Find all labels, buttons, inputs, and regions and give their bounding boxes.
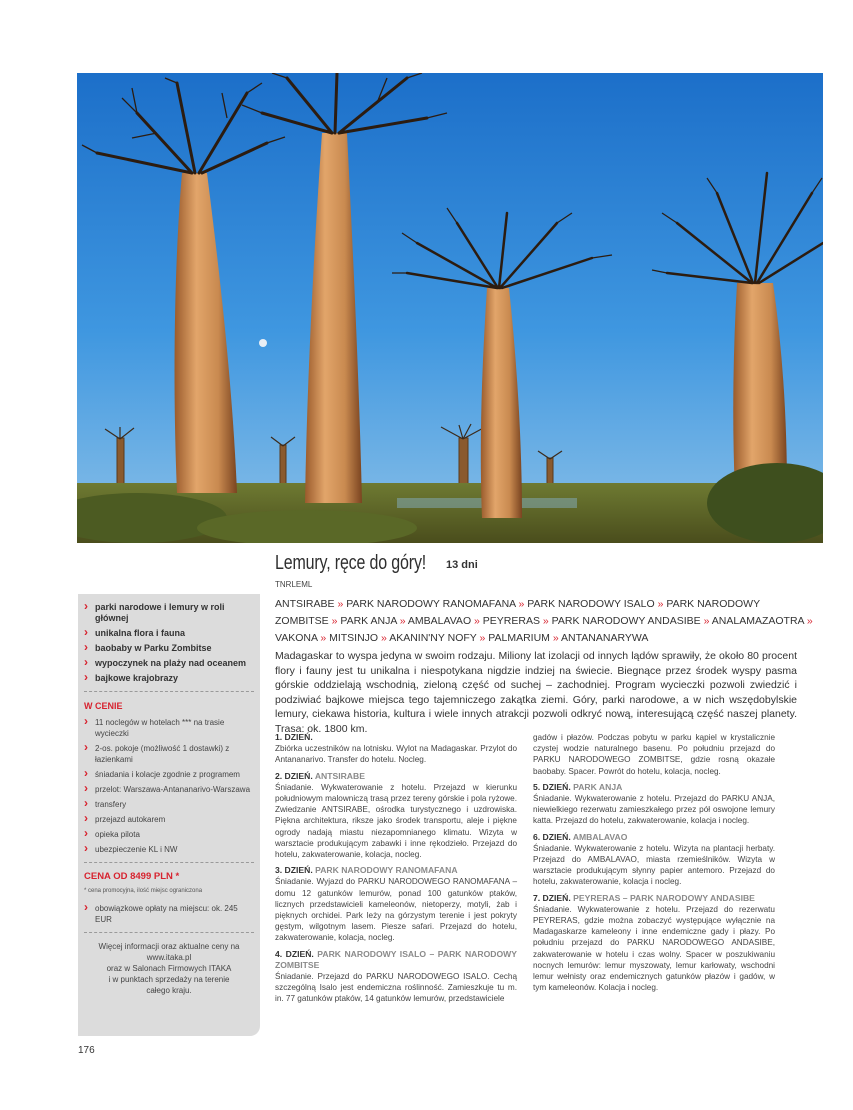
day-heading	[533, 893, 775, 904]
route-separator: »	[381, 632, 387, 644]
route-separator: »	[331, 615, 338, 627]
route-separator: »	[320, 632, 327, 644]
day-text: Zbiórka uczestników na lotnisku. Wylot na Madagaskar. Przylot do Antananarivo. Transfer do hotelu. Nocleg.	[275, 744, 517, 765]
day-text: Śniadanie. Wykwaterowanie z hotelu. Wizyta na plantacji herbaty. Przejazd do AMBALAVAO, miasta rzemieślników. Wizyta w warsztacie produkującym słynny papier antemoro. Przejazd do hotelu, zakwaterowanie, kolacja i nocleg.	[533, 843, 775, 887]
more-info-line: oraz w Salonach Firmowych ITAKA	[106, 964, 232, 973]
day-block	[533, 832, 775, 888]
day-place: PEYRERAS – PARK NARODOWY ANDASIBE	[573, 892, 755, 903]
route-separator: »	[552, 632, 559, 644]
route-stop: PARK ANJA	[340, 615, 397, 627]
trip-title: Lemury, ręce do góry!	[275, 552, 427, 574]
day-block	[275, 949, 517, 1005]
highlight-item: › wypoczynek na plaży nad oceanem	[84, 658, 254, 669]
route-stop: ANTSIRABE	[275, 598, 335, 610]
day-label: 5. DZIEŃ.	[533, 781, 571, 792]
route-separator: »	[657, 598, 664, 610]
route-separator: »	[479, 632, 486, 644]
extra-fees-list	[84, 903, 254, 925]
sidebar-info-box	[78, 594, 260, 1036]
highlight-item: › bajkowe krajobrazy	[84, 673, 254, 684]
trip-duration: 13 dni	[446, 559, 478, 571]
divider	[84, 691, 254, 692]
trip-code: TNRLEML	[275, 580, 313, 589]
route-stop: PARK NARODOWY ANDASIBE	[551, 615, 701, 627]
day-block	[275, 865, 517, 943]
day-text: Śniadanie. Wykwaterowanie z hotelu. Przejazd do PARKU ANJA, niewielkiego rezerwatu zamieszkałego przez pół oswojone lemury katta. Przejazd do hotelu, zakwaterowanie, kolacja i nocleg.	[533, 794, 775, 826]
divider	[84, 932, 254, 933]
day-label: 2. DZIEŃ.	[275, 770, 313, 781]
day-block	[533, 782, 775, 827]
day-label: 4. DZIEŃ.	[275, 948, 314, 959]
highlight-item: › unikalna flora i fauna	[84, 628, 254, 639]
day-text: Śniadanie. Wyjazd do PARKU NARODOWEGO RANOMAFANA – domu 12 gatunków lemurów, ponad 100 gatunków ptaków, licznych przedstawicieli kameleonów, nietoperzy, motyli, żab i pięknych orchidei. Park leży na górzystym terenie i jest pokryty gęstym, wilgotnym lasem. Piesze safari. Przejazd do hotelu, zakwaterowanie, kolacja, nocleg.	[275, 877, 517, 943]
day-label: 6. DZIEŃ.	[533, 831, 571, 842]
trip-title-row	[275, 552, 478, 575]
included-item: › przejazd autokarem	[84, 814, 254, 825]
included-item: › przelot: Warszawa-Antananarivo-Warszawa	[84, 784, 254, 795]
route-separator: »	[518, 598, 525, 610]
more-info-line: Więcej informacji oraz aktualne ceny na	[98, 942, 240, 951]
day-text: gadów i płazów. Podczas pobytu w parku kąpiel w krystalicznie czystej wodzie naturalnego basenu. Po południu przejazd do PARKU NARODOWEGO ZOMBITSE, gdzie rosną okazałe baobaby. Spacer. Powrót do hotelu, kolacja, nocleg.	[533, 733, 775, 776]
route-stop: ANTANANARYWA	[561, 632, 649, 644]
route-stop: MITSINJO	[329, 632, 379, 644]
highlight-item: › baobaby w Parku Zombitse	[84, 643, 254, 654]
day-heading	[275, 732, 517, 743]
day-place: AMBALAVAO	[572, 831, 628, 842]
day-block	[533, 893, 775, 994]
more-info-line: www.itaka.pl	[146, 953, 192, 962]
route	[275, 596, 815, 647]
included-item: › 2-os. pokoje (możliwość 1 dostawki) z łazienkami	[84, 743, 254, 765]
included-item: › opieka pilota	[84, 829, 254, 840]
day-heading	[275, 771, 517, 782]
route-separator: »	[399, 615, 406, 627]
day-text: Śniadanie. Wykwaterowanie z hotelu. Przejazd do rezerwatu PEYRERAS, gdzie można zobaczyć występujące wyłącznie na Madagaskarze kameleony i inne endemiczne gady i płazy. Po południu przejazd do PARKU NARODOWEGO ANDASIBE, zakwaterowanie w hotelu i czas wolny. Spacer w poszukiwaniu nocnych lemurów: lemur myszowaty, lemur karłowaty, wschodni lemur wełnisty oraz endemicznych gatunków płazów i gadów, w tym kameleonów. Kolacja i nocleg.	[533, 904, 775, 993]
included-item: › 11 noclegów w hotelach *** na trasie wycieczki	[84, 717, 254, 739]
day-text: Śniadanie. Przejazd do PARKU NARODOWEGO ISALO. Cechą szczególną Isalo jest endemiczna roślinność. Zamieszkuje tu m. in. 77 gatunków ptaków, 14 gatunków lemurów, przedstawiciele	[275, 972, 517, 1004]
page-number: 176	[78, 1045, 95, 1056]
included-list	[84, 717, 254, 855]
day-label: 7. DZIEŃ.	[533, 892, 571, 903]
included-item: › śniadania i kolacje zgodnie z programem	[84, 769, 254, 780]
more-info	[84, 941, 254, 996]
day-block	[533, 732, 775, 777]
day-heading	[275, 865, 517, 876]
day-heading	[533, 782, 775, 793]
day-place: PARK ANJA	[573, 781, 623, 792]
included-item: › transfery	[84, 799, 254, 810]
route-stop: ANALAMAZAOTRA	[711, 615, 804, 627]
route-stop: PARK NARODOWY ZOMBITSE	[275, 598, 760, 627]
route-stop: PARK NARODOWY ISALO	[527, 598, 655, 610]
day-heading	[275, 949, 517, 971]
itinerary-column-left	[275, 732, 517, 1010]
more-info-line: i w punktach sprzedaży na terenie	[108, 975, 230, 984]
baobab-illustration	[77, 73, 823, 543]
day-block	[275, 732, 517, 766]
day-place: PARK NARODOWY ISALO – PARK NARODOWY ZOMBITSE	[275, 948, 517, 970]
price-note: * cena promocyjna, ilość miejsc ograniczona	[84, 888, 203, 894]
route-stop: VAKONA	[275, 632, 318, 644]
price: CENA OD 8499 PLN *	[84, 871, 180, 882]
included-item: › ubezpieczenie KL i NW	[84, 844, 254, 855]
route-separator: »	[806, 615, 813, 627]
itinerary-column-right	[533, 732, 775, 998]
day-place: ANTSIRABE	[314, 770, 365, 781]
hero-photo-baobabs	[77, 73, 823, 543]
included-heading: W CENIE	[84, 701, 123, 711]
more-info-line: całego kraju.	[146, 986, 192, 995]
highlights-list	[84, 602, 254, 684]
route-separator: »	[542, 615, 549, 627]
route-stop: PEYRERAS	[482, 615, 540, 627]
route-stop: AMBALAVAO	[407, 615, 472, 627]
route-separator: »	[337, 598, 344, 610]
route-separator: »	[474, 615, 480, 627]
intro-text: Madagaskar to wyspa jedyna w swoim rodzaju. Miliony lat izolacji od innych lądów sprawiły, że około 80 procent flory i fauny jest tu unikalna i niespotykana nigdzie indziej na świecie. Biegnące przez środek wyspy pasma górskie oddzielają wschodnią, zieloną część od suchej – zachodniej. Program wycieczki pozwoli zwiedzić i podziwiać bajkowe miejsca tego tajemniczego zakątka ziemi. Góry, parki narodowe, a w nich wszędobylskie lemury, ciekawa historia, kultura i wiele innych atrakcji pozwoli odkryć nową, interesującą część naszej planety. Trasa: ok. 1800 km.	[275, 650, 797, 735]
route-stop: AKANIN'NY NOFY	[389, 632, 477, 644]
extra-fees: › obowiązkowe opłaty na miejscu: ok. 245 EUR	[84, 903, 254, 925]
day-place: PARK NARODOWY RANOMAFANA	[315, 865, 458, 876]
day-text: Śniadanie. Wykwaterowanie z hotelu. Przejazd w kierunku południowym malowniczą trasą przez tereny górskie i pola ryżowe. Zwiedzanie ANTSIRABE, ośrodka turystycznego i uzdrowiska. Piękna architektura, riksze jako środek transportu, aleje i piękne ogrody nadają miastu niezapomnianego klimatu. Wizyta w warsztacie produkującym zabawki i inne rękodzieło. Przejazd do hotelu, zakwaterowanie, kolacja, nocleg.	[275, 782, 517, 860]
route-stop: PALMARIUM	[488, 632, 550, 644]
highlight-item: › parki narodowe i lemury w roli głównej	[84, 602, 254, 624]
day-heading	[533, 832, 775, 843]
divider	[84, 862, 254, 863]
route-separator: »	[703, 615, 710, 627]
day-block	[275, 771, 517, 861]
route-stop: PARK NARODOWY RANOMAFANA	[346, 598, 516, 610]
day-label: 1. DZIEŃ.	[275, 732, 313, 742]
day-label: 3. DZIEŃ.	[275, 865, 313, 876]
